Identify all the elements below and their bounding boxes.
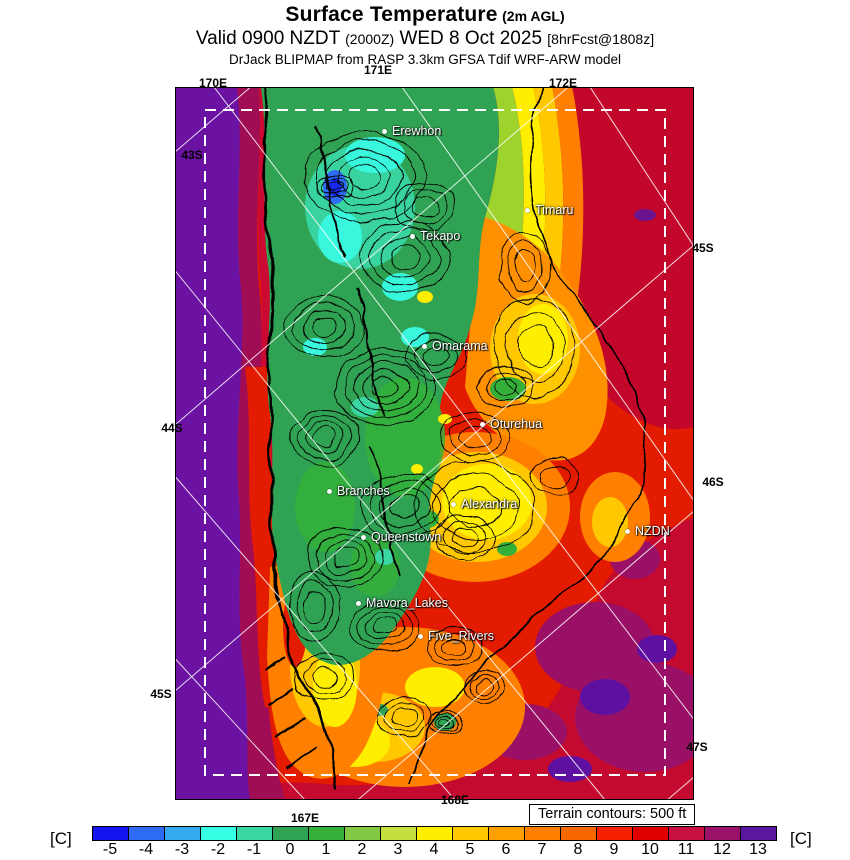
station-dot bbox=[422, 344, 427, 349]
grid-label-47s: 47S bbox=[686, 740, 708, 754]
field-green-bright bbox=[350, 537, 400, 597]
station-label: Oturehua bbox=[490, 417, 543, 431]
colorbar-tick-7: 7 bbox=[537, 841, 547, 858]
field-purple-spot bbox=[634, 209, 656, 221]
colorbar-segment--3 bbox=[165, 827, 201, 840]
colorbar-tick-13: 13 bbox=[749, 841, 767, 858]
colorbar-unit-right: [C] bbox=[790, 829, 812, 848]
station-dot bbox=[361, 535, 366, 540]
grid-label-172e: 172E bbox=[548, 76, 578, 90]
colorbar-segment-2 bbox=[345, 827, 381, 840]
colorbar-tick-3: 3 bbox=[393, 841, 403, 858]
field-green-bright bbox=[295, 462, 355, 552]
colorbar-tick-9: 9 bbox=[609, 841, 619, 858]
header bbox=[0, 3, 850, 67]
station-branches bbox=[327, 484, 390, 498]
station-dot bbox=[382, 129, 387, 134]
station-dot bbox=[356, 601, 361, 606]
colorbar-segment-11 bbox=[669, 827, 705, 840]
station-mavora_lakes bbox=[356, 596, 448, 610]
colorbar-tick--1: -1 bbox=[246, 841, 262, 858]
valid-zulu: (2000Z) bbox=[345, 31, 395, 47]
colorbar-tick-4: 4 bbox=[429, 841, 439, 858]
colorbar-tick--4: -4 bbox=[138, 841, 154, 858]
colorbar-segment-9 bbox=[597, 827, 633, 840]
title-text: Surface Temperature bbox=[285, 3, 498, 26]
grid-label-45s: 45S bbox=[692, 241, 714, 255]
colorbar-segment-4 bbox=[417, 827, 453, 840]
station-label: Tekapo bbox=[420, 229, 461, 243]
temperature-field-svg bbox=[175, 87, 694, 800]
station-dot bbox=[480, 422, 485, 427]
colorbar-segment-8 bbox=[561, 827, 597, 840]
colorbar-segment-0 bbox=[273, 827, 309, 840]
field-purple-patch bbox=[548, 756, 592, 782]
station-tekapo bbox=[410, 229, 460, 243]
page-title bbox=[0, 3, 850, 27]
station-label: Branches bbox=[337, 484, 390, 498]
grid-label-171e: 171E bbox=[363, 63, 393, 77]
field-yellow-valley bbox=[411, 464, 423, 474]
valid-line bbox=[0, 28, 850, 50]
field-cyan-cold bbox=[382, 273, 418, 301]
station-label: Erewhon bbox=[392, 124, 442, 138]
colorbar bbox=[92, 826, 777, 841]
field-yellow-valley bbox=[417, 291, 433, 303]
colorbar-tick-8: 8 bbox=[573, 841, 583, 858]
station-dot bbox=[327, 489, 332, 494]
colorbar-segment--1 bbox=[237, 827, 273, 840]
station-oturehua bbox=[480, 417, 542, 431]
station-erewhon bbox=[382, 124, 441, 138]
field-purple-patch bbox=[637, 635, 677, 663]
station-label: Omarama bbox=[432, 339, 488, 353]
grid-label-44s: 44S bbox=[161, 421, 183, 435]
station-label: Alexandra bbox=[461, 497, 518, 511]
station-alexandra bbox=[451, 497, 517, 511]
colorbar-segment-7 bbox=[525, 827, 561, 840]
station-dot bbox=[418, 634, 423, 639]
valid-time: Valid 0900 NZDT bbox=[195, 28, 346, 49]
colorbar-segment-12 bbox=[705, 827, 741, 840]
field-yellow-valley bbox=[438, 414, 452, 424]
grid-label-46s: 46S bbox=[702, 475, 724, 489]
station-dot bbox=[625, 529, 630, 534]
valid-forecast: [8hrFcst@1808z] bbox=[547, 31, 655, 47]
colorbar-tick-2: 2 bbox=[357, 841, 367, 858]
field-yellow-south bbox=[405, 667, 465, 707]
colorbar-segment-6 bbox=[489, 827, 525, 840]
colorbar-unit-left: [C] bbox=[50, 829, 72, 848]
station-label: Five_Rivers bbox=[428, 629, 494, 643]
station-nzdn bbox=[625, 524, 670, 538]
colorbar-segment--5 bbox=[93, 827, 129, 840]
colorbar-ticks bbox=[92, 841, 776, 859]
valid-date: WED 8 Oct 2025 bbox=[394, 28, 548, 49]
colorbar-tick-5: 5 bbox=[465, 841, 475, 858]
grid-label-170e: 170E bbox=[198, 76, 228, 90]
colorbar-segment--2 bbox=[201, 827, 237, 840]
grid-label-168e: 168E bbox=[440, 793, 470, 807]
colorbar-tick--5: -5 bbox=[102, 841, 118, 858]
colorbar-segment-5 bbox=[453, 827, 489, 840]
station-timaru bbox=[525, 203, 573, 217]
field-green-patch bbox=[497, 542, 517, 556]
grid-label-45s: 45S bbox=[150, 687, 172, 701]
station-five_rivers bbox=[418, 629, 494, 643]
colorbar-tick-12: 12 bbox=[713, 841, 731, 858]
grid-label-167e: 167E bbox=[290, 811, 320, 825]
colorbar-tick--2: -2 bbox=[210, 841, 226, 858]
station-label: Queenstown bbox=[371, 530, 442, 544]
colorbar-segment-1 bbox=[309, 827, 345, 840]
station-omarama bbox=[422, 339, 488, 353]
station-queenstown bbox=[361, 530, 441, 544]
colorbar-tick-0: 0 bbox=[285, 841, 295, 858]
colorbar-tick-10: 10 bbox=[641, 841, 659, 858]
colorbar-segment-13 bbox=[741, 827, 776, 840]
colorbar-tick-1: 1 bbox=[321, 841, 331, 858]
field-green-patch bbox=[490, 377, 526, 401]
colorbar-tick--3: -3 bbox=[174, 841, 190, 858]
title-unit: (2m AGL) bbox=[502, 8, 565, 24]
station-dot bbox=[525, 208, 530, 213]
model-line: DrJack BLIPMAP from RASP 3.3km GFSA Tdif WRF-ARW model bbox=[228, 52, 622, 67]
station-label: NZDN bbox=[635, 524, 670, 538]
station-label: Mavora_Lakes bbox=[366, 596, 448, 610]
station-dot bbox=[451, 502, 456, 507]
field-cyan-cold bbox=[318, 211, 362, 263]
terrain-contours-note: Terrain contours: 500 ft bbox=[529, 804, 695, 825]
field-purple-patch bbox=[580, 679, 630, 715]
colorbar-tick-11: 11 bbox=[677, 841, 695, 858]
colorbar-tick-6: 6 bbox=[501, 841, 511, 858]
grid-label-43s: 43S bbox=[181, 148, 203, 162]
field-gold-coastal bbox=[592, 497, 628, 547]
temperature-map bbox=[175, 87, 694, 800]
colorbar-segment-10 bbox=[633, 827, 669, 840]
station-label: Timaru bbox=[535, 203, 574, 217]
colorbar-segment--4 bbox=[129, 827, 165, 840]
colorbar-segment-3 bbox=[381, 827, 417, 840]
station-dot bbox=[410, 234, 415, 239]
